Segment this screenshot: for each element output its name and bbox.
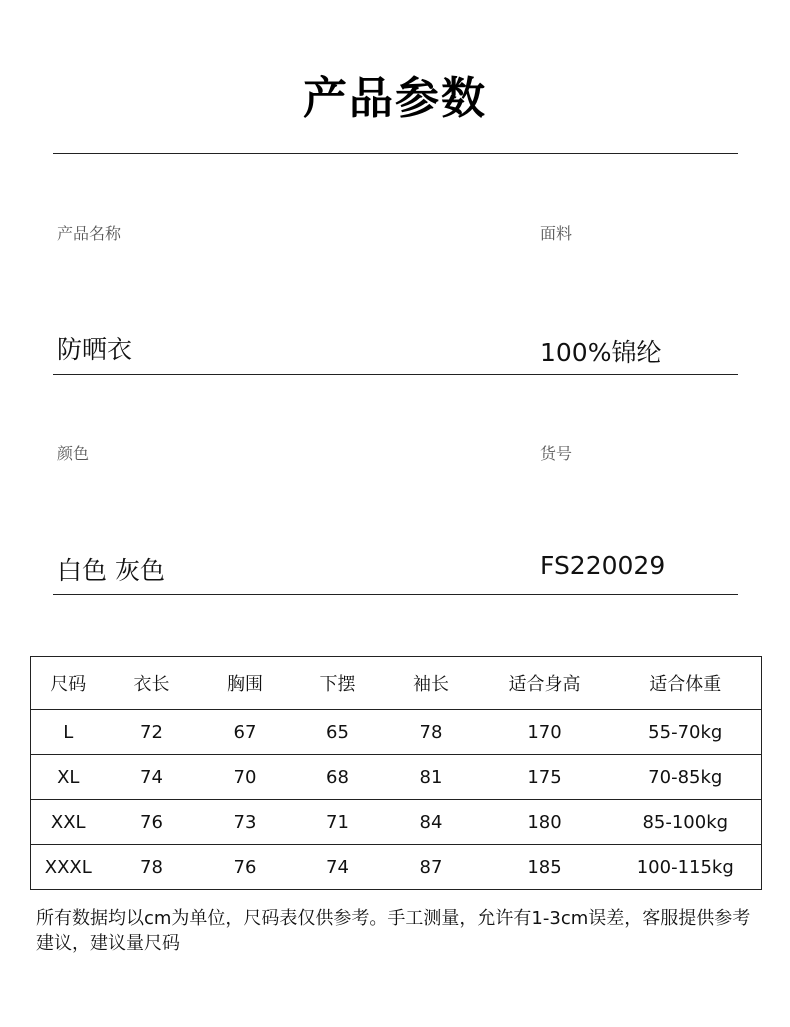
table-row	[31, 710, 762, 755]
table-cell: 81	[383, 755, 480, 800]
table-cell: 100-115kg	[610, 845, 762, 890]
table-row	[31, 800, 762, 845]
table-cell: 73	[198, 800, 293, 845]
table-cell: XXXL	[31, 845, 106, 890]
table-cell: 78	[383, 710, 480, 755]
table-cell: 67	[198, 710, 293, 755]
header-weight: 适合体重	[610, 657, 762, 710]
item-no-label: 货号	[540, 444, 573, 463]
fabric-value: 100%锦纶	[540, 338, 662, 367]
row-1-divider	[53, 374, 738, 375]
table-row	[31, 845, 762, 890]
header-sleeve: 袖长	[383, 657, 480, 710]
table-cell: 84	[383, 800, 480, 845]
size-table	[30, 656, 762, 890]
table-cell: 70	[198, 755, 293, 800]
table-cell: 76	[198, 845, 293, 890]
table-cell: 170	[480, 710, 610, 755]
color-value: 白色 灰色	[57, 556, 165, 585]
page-title: 产品参数	[303, 73, 487, 124]
size-note: 所有数据均以cm为单位，尺码表仅供参考。手工测量，允许有1-3cm误差，客服提供参考建议，建议量尺码	[36, 908, 751, 954]
header-hem: 下摆	[293, 657, 383, 710]
table-row	[31, 755, 762, 800]
table-cell: 55-70kg	[610, 710, 762, 755]
size-table-header	[31, 657, 762, 710]
table-cell: 180	[480, 800, 610, 845]
table-cell: 175	[480, 755, 610, 800]
product-name-value: 防晒衣	[57, 335, 133, 364]
title-divider	[53, 153, 738, 154]
table-cell: 78	[106, 845, 198, 890]
table-cell: 72	[106, 710, 198, 755]
row-2-divider	[53, 594, 738, 595]
table-cell: 74	[293, 845, 383, 890]
table-cell: XL	[31, 755, 106, 800]
color-label: 颜色	[57, 444, 90, 463]
product-name-label: 产品名称	[57, 224, 122, 243]
table-cell: 65	[293, 710, 383, 755]
table-cell: 70-85kg	[610, 755, 762, 800]
table-cell: 71	[293, 800, 383, 845]
table-cell: 87	[383, 845, 480, 890]
item-no-value: FS220029	[540, 551, 666, 580]
header-height: 适合身高	[480, 657, 610, 710]
table-cell: 74	[106, 755, 198, 800]
header-chest: 胸围	[198, 657, 293, 710]
header-length: 衣长	[106, 657, 198, 710]
table-cell: 68	[293, 755, 383, 800]
table-cell: 85-100kg	[610, 800, 762, 845]
header-size: 尺码	[31, 657, 106, 710]
table-cell: L	[31, 710, 106, 755]
table-cell: 76	[106, 800, 198, 845]
fabric-label: 面料	[540, 224, 573, 243]
table-cell: XXL	[31, 800, 106, 845]
table-cell: 185	[480, 845, 610, 890]
